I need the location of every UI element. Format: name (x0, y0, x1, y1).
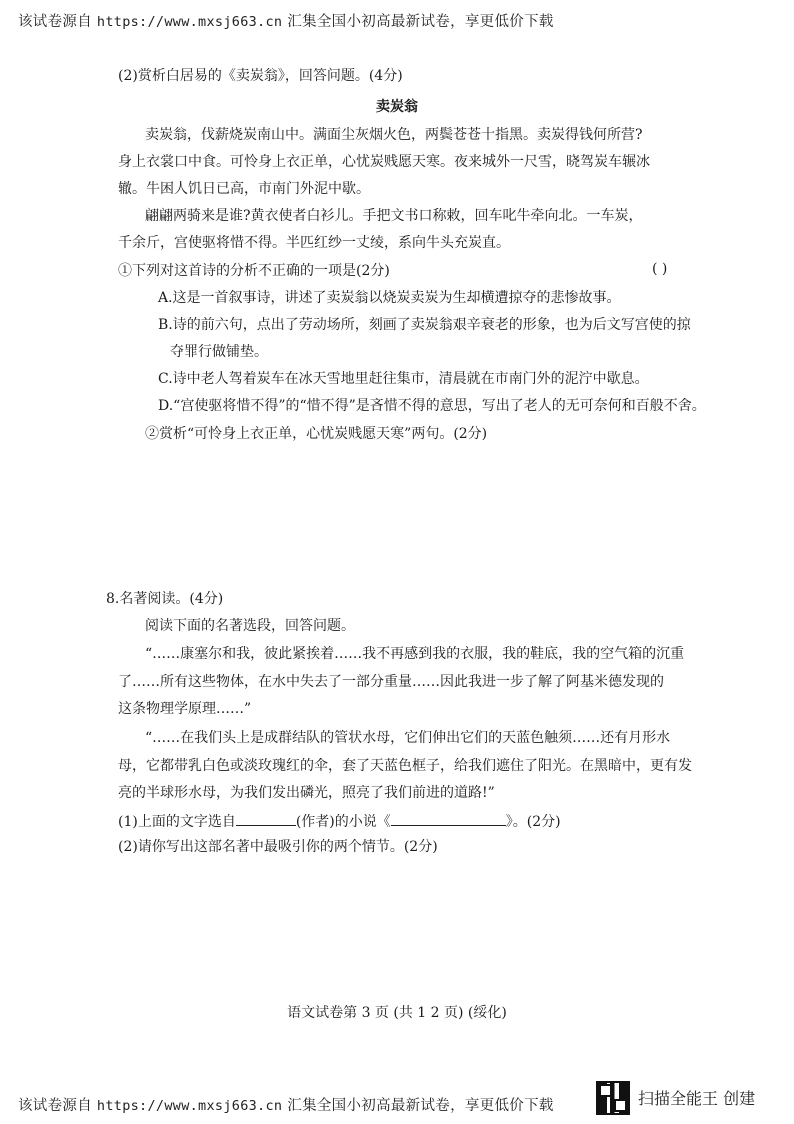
excerpt-line: “……在我们头上是成群结队的管状水母，它们伸出它们的天蓝色触须……还有月形水 (145, 730, 671, 746)
qr-code-icon (596, 1081, 630, 1115)
excerpt-line: 这条物理学原理……” (118, 701, 252, 717)
option-b: B.诗的前六句，点出了劳动场所，刻画了卖炭翁艰辛衰老的形象，也为后文写宫使的掠 (158, 317, 691, 333)
option-a: A.这是一首叙事诗，讲述了卖炭翁以烧炭卖炭为生却横遭掠夺的悲惨故事。 (158, 290, 621, 306)
poem-line: 辙。牛困人饥日已高，市南门外泥中歇。 (118, 181, 370, 197)
bottom-source-banner (18, 1094, 554, 1115)
q8-header: 8.名著阅读。(4分) (106, 591, 224, 607)
excerpt-line: 亮的半球形水母，为我们发出磷光，照亮了我们前进的道路!” (118, 785, 495, 801)
poem-title: 卖炭翁 (376, 99, 418, 115)
title-blank[interactable] (391, 811, 506, 826)
q8-sub1 (118, 811, 561, 831)
poem-line: 卖炭翁，伐薪烧炭南山中。满面尘灰烟火色，两鬓苍苍十指黑。卖炭得钱何所营? (145, 127, 643, 143)
option-c: C.诗中老人驾着炭车在冰天雪地里赶往集市，清晨就在市南门外的泥泞中歇息。 (158, 371, 649, 387)
banner-url[interactable]: https://www.mxsj663.cn (96, 14, 283, 30)
option-d: D.“宫使驱将惜不得”的“惜不得”是吝惜不得的意思，写出了老人的无可奈何和百般不舍。 (158, 398, 706, 414)
banner-prefix: 该试卷源自 (18, 1098, 92, 1114)
answer-parentheses[interactable]: ( ) (652, 261, 668, 277)
banner-url[interactable]: https://www.mxsj663.cn (96, 1098, 283, 1114)
option-b-cont: 夺罪行做铺垫。 (170, 344, 268, 360)
sub1-question: ①下列对这首诗的分析不正确的一项是(2分) (118, 263, 390, 279)
top-source-banner (18, 10, 554, 31)
banner-suffix: 汇集全国小初高最新试卷，享更低价下载 (287, 1098, 554, 1114)
q2-header: (2)赏析白居易的《卖炭翁》，回答问题。(4分) (118, 68, 403, 84)
excerpt-line: 母，它都带乳白色或淡玫瑰红的伞，套了天蓝色框子，给我们遮住了阳光。在黑暗中，更有发 (118, 758, 692, 774)
excerpt-line: 了……所有这些物体，在水中失去了一部分重量……因此我进一步了解了阿基米德发现的 (118, 674, 664, 690)
q8-sub2: (2)请你写出这部名著中最吸引你的两个情节。(2分) (118, 839, 438, 855)
q8-sub1-text-a: (1)上面的文字选自 (118, 814, 236, 830)
sub2-question: ②赏析“可怜身上衣正单，心忧炭贱愿天寒”两句。(2分) (145, 426, 488, 442)
page-number: 语文试卷第 3 页 (共 1 2 页) (绥化) (287, 1005, 507, 1021)
poem-line: 千余斤，宫使驱将惜不得。半匹红纱一丈绫，系向牛头充炭直。 (118, 235, 510, 251)
poem-line: 身上衣裳口中食。可怜身上衣正单，心忧炭贱愿天寒。夜来城外一尺雪，晓驾炭车辗冰 (118, 154, 650, 170)
excerpt-line: “……康塞尔和我，彼此紧挨着……我不再感到我的衣服，我的鞋底，我的空气箱的沉重 (145, 646, 685, 662)
scanner-watermark: 扫描全能王 创建 (638, 1089, 756, 1108)
q8-sub1-text-c: 》。(2分) (505, 814, 561, 830)
poem-line: 翩翩两骑来是谁?黄衣使者白衫儿。手把文书口称敕，回车叱牛牵向北。一车炭， (145, 208, 643, 224)
banner-suffix: 汇集全国小初高最新试卷，享更低价下载 (287, 14, 554, 30)
q8-sub1-text-b: (作者)的小说《 (295, 814, 391, 830)
banner-prefix: 该试卷源自 (18, 14, 92, 30)
q8-intro: 阅读下面的名著选段，回答问题。 (145, 618, 355, 634)
author-blank[interactable] (236, 811, 296, 826)
